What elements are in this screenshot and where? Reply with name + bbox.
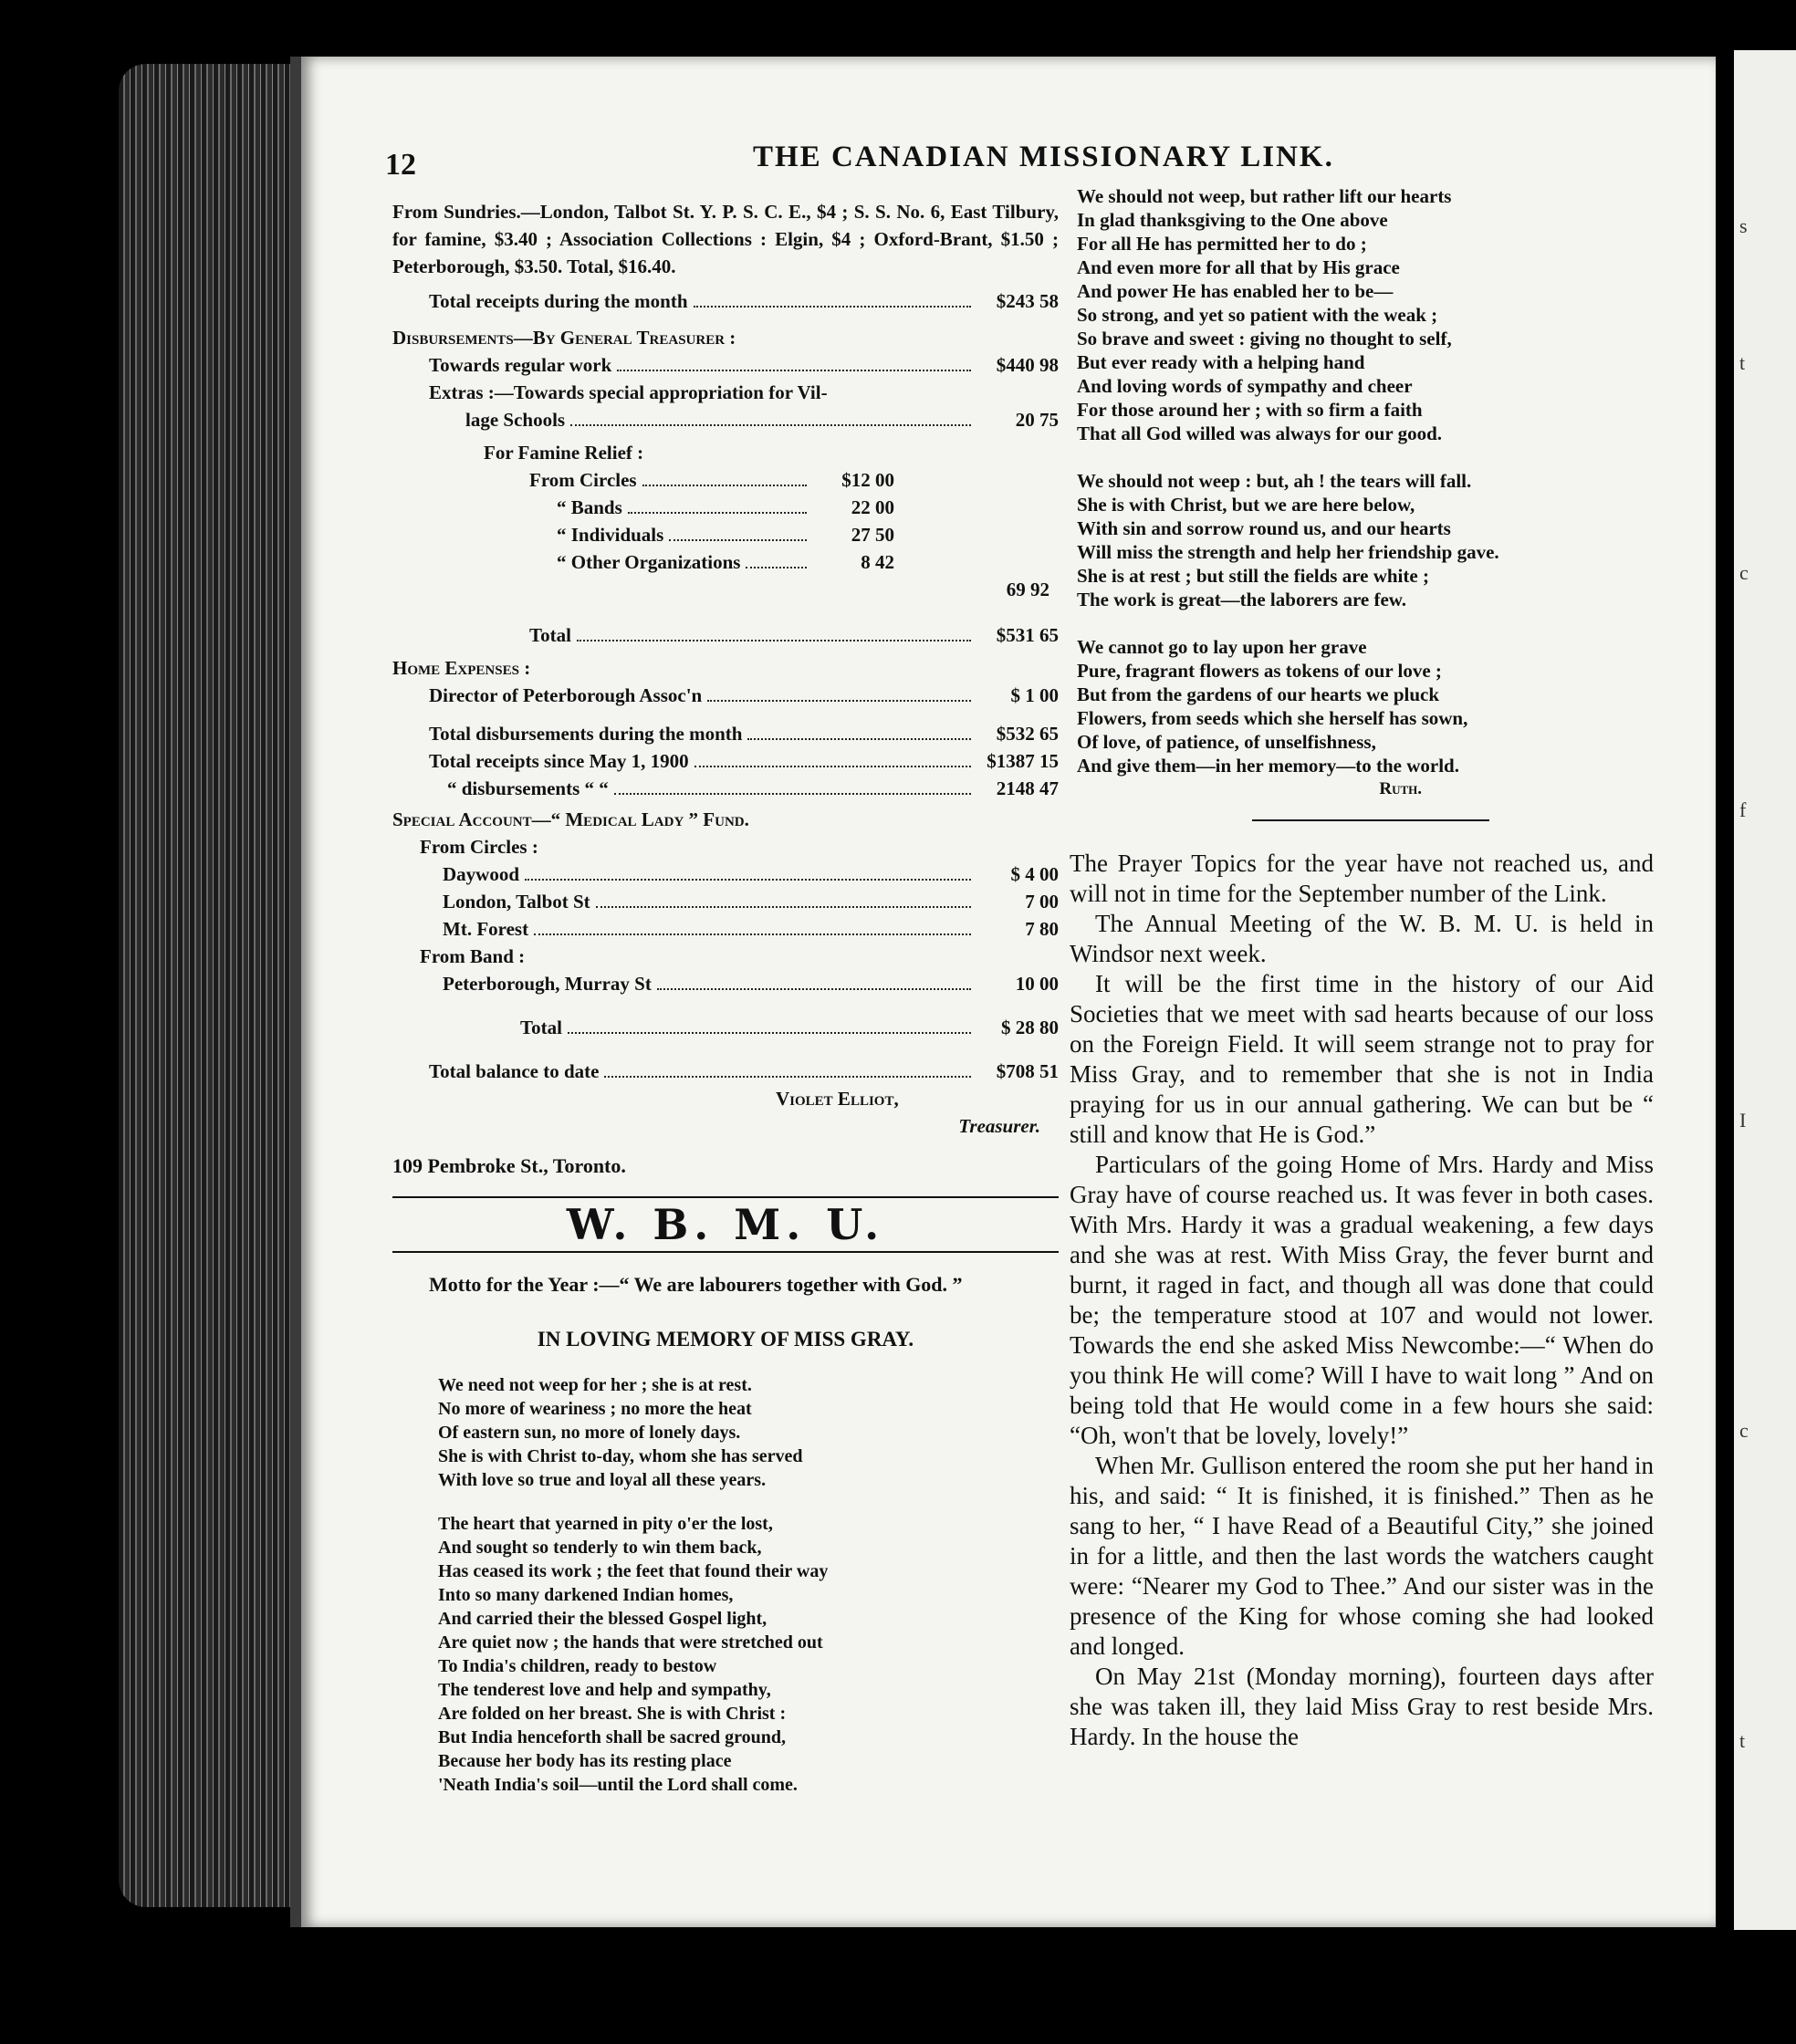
fragment: f: [1739, 798, 1747, 821]
ledger-row: Towards regular work $440 98: [429, 354, 1059, 376]
ledger-row: Total balance to date $708 51: [429, 1060, 1059, 1082]
ledger-row: “ Individuals 27 50: [557, 524, 894, 546]
ledger-row: Daywood $ 4 00: [443, 863, 1059, 885]
poem-signature: Ruth.: [1379, 779, 1422, 798]
ledger-row: Director of Peterborough Assoc'n $ 1 00: [429, 684, 1059, 706]
disbursements-heading: Disbursements—By General Treasurer :: [392, 327, 736, 349]
sundries-paragraph: From Sundries.—London, Talbot St. Y. P. S. C. E., $4 ; S. S. No. 6, East Tilbury, for famine, $3.40 ; Association Collections : Elgin, $4 ; Oxford-Brant, $1.50 ; Peterborough, $3.50. Total, $16.40.: [392, 201, 1059, 277]
from-circles-label: From Circles :: [420, 836, 538, 858]
fragment: t: [1739, 351, 1746, 374]
page-edges: [119, 64, 297, 1907]
fragment: c: [1739, 1419, 1749, 1442]
special-list: [443, 860, 1059, 943]
poem-stanza-5: We cannot go to lay upon her grave Pure, fragrant flowers as tokens of our love ; But from the gardens of our hearts we pluck Flowers, from seeds which she herself has sown, Of love, of patience, of unselfishness, And give them—in her memory—to the world.: [1077, 636, 1468, 777]
running-title: THE CANADIAN MISSIONARY LINK.: [753, 141, 1334, 173]
signer-name: Violet Elliot,: [776, 1088, 899, 1110]
poem-stanza-4: We should not weep : but, ah ! the tears will fall. She is with Christ, but we are here below, With sin and sorrow round us, and our hearts Will miss the strength and help her friendship gave. She is at rest ; but still the fields are white ; The work is great—the laborers are few.: [1077, 470, 1499, 610]
ledger-row: lage Schools 20 75: [465, 409, 1059, 431]
ledger-row: “ disbursements “ “ 2148 47: [447, 777, 1059, 799]
home-expenses-heading: Home Expenses :: [392, 657, 531, 679]
fragment: I: [1739, 1109, 1747, 1132]
ledger-row: “ Bands 22 00: [557, 496, 894, 518]
page-number: 12: [385, 148, 416, 182]
ledger-row: Peterborough, Murray St 10 00: [443, 973, 1059, 995]
poem-stanza-1: We need not weep for her ; she is at rest. No more of weariness ; no more the heat Of eastern sun, no more of lonely days. She is with Christ to-day, whom she has served With love so true and loyal all these years.: [438, 1375, 803, 1490]
paragraph: Particulars of the going Home of Mrs. Hardy and Miss Gray have of course reached us. It was fever in both cases. With Mrs. Hardy it was a gradual weakening, a few days and she was at rest. With Miss Gray, the fever burnt and burnt, it raged in fact, and though all was done that could be; the temperature stood at 107 and would not lower. Towards the end she asked Miss Newcombe:—“ When do you think He will come? Will I have to wait long ” And on being told that He would come in a few hours she said: “Oh, won't that be lovely, lovely!”: [1070, 1151, 1654, 1449]
paragraph: It will be the first time in the history of our Aid Societies that we meet with sad hearts because of our loss on the Foreign Field. It will seem strange not to pray for Miss Gray, and to remember that she is not in India praying for us in our annual gathering. We can but be “ still and know that He is God.”: [1070, 970, 1654, 1148]
from-band-label: From Band :: [420, 945, 526, 967]
famine-total: 69 92: [1006, 579, 1049, 600]
divider: [1252, 819, 1489, 821]
poem-left: [438, 1373, 1059, 1797]
poem-stanza-2: The heart that yearned in pity o'er the lost, And sought so tenderly to win them back, Has ceased its work ; the feet that found their way Into so many darkened Indian homes, And carried their the blessed Gospel light, Are quiet now ; the hands that were stretched out To India's children, ready to bestow The tenderest love and help and sympathy, Are folded on her breast. She is with Christ : But India henceforth shall be sacred ground, Because her body has its resting place 'Neath India's soil—until the Lord shall come.: [438, 1514, 829, 1795]
divider: [392, 1251, 1059, 1253]
poem-right: [1077, 184, 1796, 801]
poem-stanza-3: We should not weep, but rather lift our hearts In glad thanksgiving to the One above For all He has permitted her to do ; And even more for all that by His grace And power He has enabled her to be— So strong, and yet so patient with the weak ; So brave and sweet : giving no thought to self, But ever ready with a helping hand And loving words of sympathy and cheer For those around her ; with so firm a faith That all God willed was always for our good.: [1077, 185, 1452, 444]
famine-list: [529, 466, 894, 576]
paragraph: The Prayer Topics for the year have not reached us, and will not in time for the September number of the Link.: [1070, 850, 1654, 907]
article-body: [1070, 849, 1654, 1752]
document-page: [301, 57, 1716, 1927]
gutter: [290, 57, 301, 1927]
right-column: [1070, 184, 1796, 1752]
paragraph: When Mr. Gullison entered the room she put her hand in his, and said: “ It is finished, it is finished.” Then as he sang to her, “ I have Read of a Beautiful City,” she joined in for a little, and then the last words the watchers caught were: “Nearer my God to Thee.” And our sister was in the presence of the King for whose coming she had looked and longed.: [1070, 1452, 1654, 1660]
ledger-row: “ Other Organizations 8 42: [557, 551, 894, 573]
fragment: s: [1739, 214, 1748, 237]
signer-title: Treasurer.: [958, 1115, 1040, 1137]
ledger-row: Mt. Forest 7 80: [443, 918, 1059, 940]
extras-line: Extras :—Towards special appropriation for Vil-: [429, 381, 828, 403]
special-account-heading: Special Account—“ Medical Lady ” Fund.: [392, 808, 749, 830]
paragraph: The Annual Meeting of the W. B. M. U. is held in Windsor next week.: [1070, 910, 1654, 967]
ledger-row: London, Talbot St 7 00: [443, 891, 1059, 912]
ledger-row: Total $ 28 80: [520, 1017, 1059, 1038]
ledger-row: Total receipts since May 1, 1900 $1387 15: [429, 750, 1059, 772]
paragraph: On May 21st (Monday morning), fourteen days after she was taken ill, they laid Miss Gray to rest beside Mrs. Hardy. In the house the: [1070, 1663, 1654, 1750]
ledger-row: From Circles $12 00: [529, 469, 894, 491]
fragment: c: [1739, 561, 1749, 584]
famine-heading: For Famine Relief :: [484, 442, 644, 464]
address: 109 Pembroke St., Toronto.: [392, 1154, 626, 1177]
fragment: t: [1739, 1729, 1746, 1752]
poem-title: IN LOVING MEMORY OF MISS GRAY.: [537, 1328, 914, 1350]
divider: [392, 1196, 1059, 1198]
motto: Motto for the Year :—“ We are labourers together with God. ”: [429, 1273, 963, 1296]
ledger-row: Total disbursements during the month $532 65: [429, 723, 1059, 745]
left-column: [392, 198, 1059, 1817]
ledger-row: Total $531 65: [529, 624, 1059, 646]
ledger-row: Total receipts during the month $243 58: [429, 290, 1059, 312]
wbmu-masthead: W. B. M. U.: [566, 1200, 885, 1249]
